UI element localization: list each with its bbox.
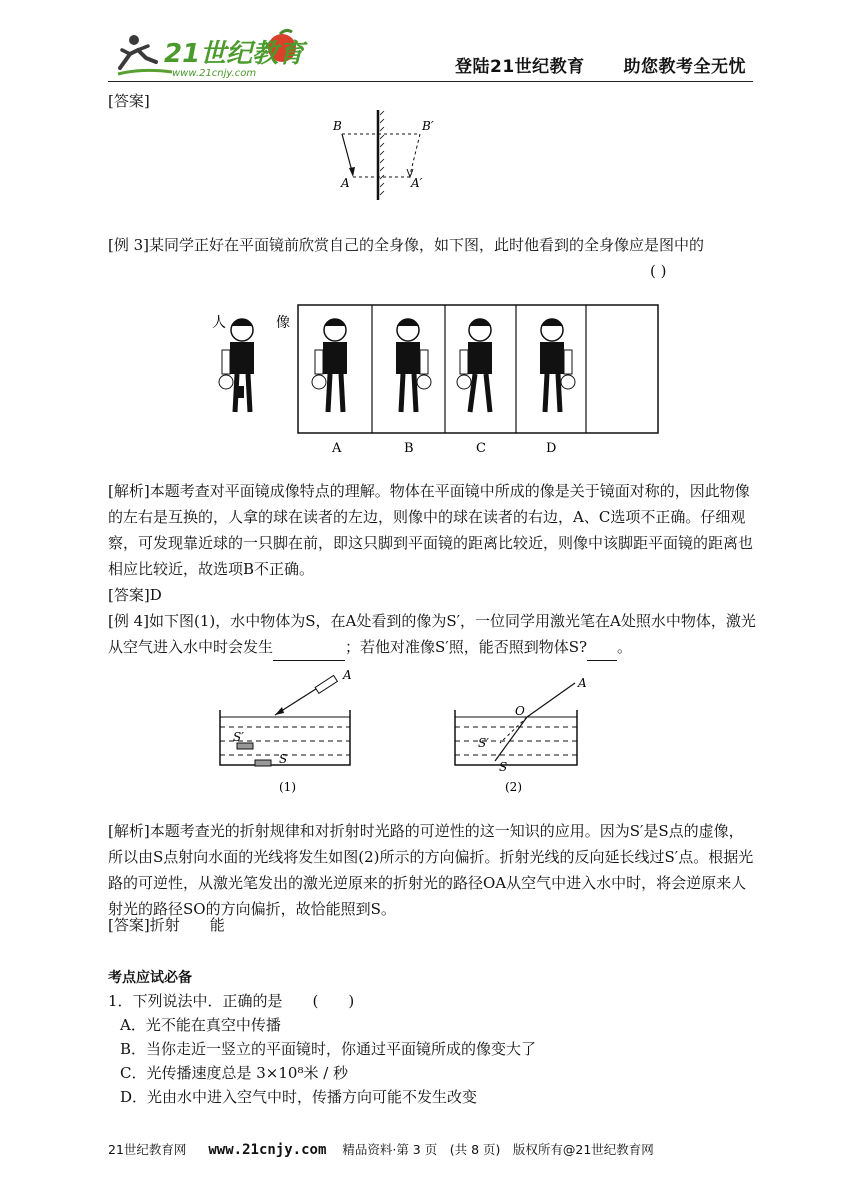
fig1-container bbox=[220, 668, 352, 794]
blank-2[interactable] bbox=[587, 634, 617, 661]
header-divider bbox=[108, 81, 753, 82]
boy-figure-d bbox=[540, 319, 575, 412]
logo-text: 21世纪教育 bbox=[164, 39, 305, 69]
logo-url: www.21cnjy.com bbox=[172, 68, 257, 79]
example3-answer: [答案]D bbox=[108, 586, 162, 604]
example4-text-2: ；若他对准像S′照，能否照到物体S? bbox=[345, 638, 588, 656]
q1-option-b[interactable]: B．当你走近一竖立的平面镜时，你通过平面镜所成的像变大了 bbox=[120, 1040, 537, 1058]
page-footer bbox=[108, 1140, 758, 1158]
example4-question bbox=[108, 608, 756, 661]
example4-figures bbox=[215, 665, 585, 800]
example3-text: [例 3]某同学正好在平面镜前欣赏自己的全身像，如下图，此时他看到的全身像应是图中的 bbox=[108, 236, 705, 254]
section-title: 考点应试必备 bbox=[108, 970, 192, 986]
fig2-container bbox=[455, 676, 587, 794]
fig2-caption: (2) bbox=[505, 780, 522, 794]
answer-label-1: [答案] bbox=[108, 92, 150, 110]
example3-figure bbox=[210, 300, 660, 465]
fig2-label-s-prime: S′ bbox=[478, 736, 489, 750]
person-label: 人 bbox=[212, 315, 226, 331]
example4-answer-label: [答案]折射 bbox=[108, 916, 180, 934]
example4-analysis: [解析]本题考查光的折射规律和对折射时光路的可逆性的这一知识的应用。因为S′是S点的虚像，所以由S点射向水面的光线将发生如图(2)所示的方向偏折。折射光线的反向延长线过S′点。根据光路的可逆性，从激光笔发出的激光逆原来的折射光的路径OA从空气中进入水中时，将会逆原来人射光的路径SO的方向偏折，故恰能照到S。 bbox=[108, 822, 754, 918]
q1-option-a[interactable]: A．光不能在真空中传播 bbox=[120, 1016, 281, 1034]
example4-answer-second: 能 bbox=[209, 916, 225, 934]
fig2-label-a: A bbox=[578, 676, 587, 690]
option-a-label: A bbox=[332, 441, 342, 456]
option-c-label: C bbox=[476, 441, 486, 456]
example3-answer-bracket: ( ) bbox=[650, 262, 667, 280]
example4-text-1: [例 4]如下图(1)，水中物体为S，在A处看到的像为S′，一位同学用激光笔在A处照水中物体，激光从空气进入水中时会发生 bbox=[108, 612, 756, 656]
slogan-right: 助您教考全无忧 bbox=[623, 57, 747, 77]
example3-question bbox=[108, 232, 756, 258]
boy-figure-b bbox=[396, 319, 431, 412]
site-logo[interactable] bbox=[112, 28, 312, 80]
example3-analysis: [解析]本题考查对平面镜成像特点的理解。物体在平面镜中所成的像是关于镜面对称的，因此物像的左右是互换的，人拿的球在读者的左边，则像中的球在读者的右边，A、C选项不正确。仔细观察，可发现靠近球的一只脚在前，即这只脚到平面镜的距离比较近，则像中该脚距平面镜的距离也相应比较近，故选项B不正确。 bbox=[108, 482, 754, 578]
boy-figure-a bbox=[312, 319, 347, 412]
boy-figure-person bbox=[219, 319, 254, 412]
footer-info: 精品资料·第 3 页 (共 8 页) 版权所有@21世纪教育网 bbox=[342, 1142, 654, 1157]
fig1-caption: (1) bbox=[279, 780, 296, 794]
slogan-left: 登陆21世纪教育 bbox=[455, 57, 585, 77]
mirror-label-a-prime: A′ bbox=[411, 176, 423, 190]
option-b-label: B bbox=[404, 441, 414, 456]
header-slogan bbox=[455, 52, 746, 77]
example4-answer bbox=[108, 912, 756, 938]
fig1-label-a: A bbox=[343, 668, 352, 682]
footer-url[interactable]: www.21cnjy.com bbox=[208, 1142, 327, 1158]
blank-1[interactable] bbox=[273, 634, 345, 661]
fig2-label-s: S bbox=[499, 760, 508, 774]
fig2-label-o: O bbox=[515, 704, 525, 718]
mirror-label-a: A bbox=[341, 176, 350, 190]
mirror-label-b: B bbox=[333, 119, 342, 133]
logo-graphic bbox=[112, 28, 312, 80]
fig1-label-s-prime: S′ bbox=[233, 730, 244, 744]
fig1-label-s: S bbox=[279, 752, 288, 766]
mirror-label-b-prime: B′ bbox=[422, 119, 434, 133]
q1-option-d[interactable]: D．光由水中进入空气中时，传播方向可能不发生改变 bbox=[120, 1088, 478, 1106]
option-d-label: D bbox=[546, 441, 557, 456]
image-label: 像 bbox=[276, 315, 290, 331]
footer-site: 21世纪教育网 bbox=[108, 1142, 187, 1157]
q1-option-c[interactable]: C．光传播速度总是 3×10⁸米 / 秒 bbox=[120, 1064, 349, 1082]
mirror-figure bbox=[325, 105, 465, 205]
question-1: 1．下列说法中．正确的是 ( ) bbox=[108, 992, 355, 1010]
example4-text-end: 。 bbox=[617, 638, 633, 656]
boy-figure-c bbox=[457, 319, 492, 412]
